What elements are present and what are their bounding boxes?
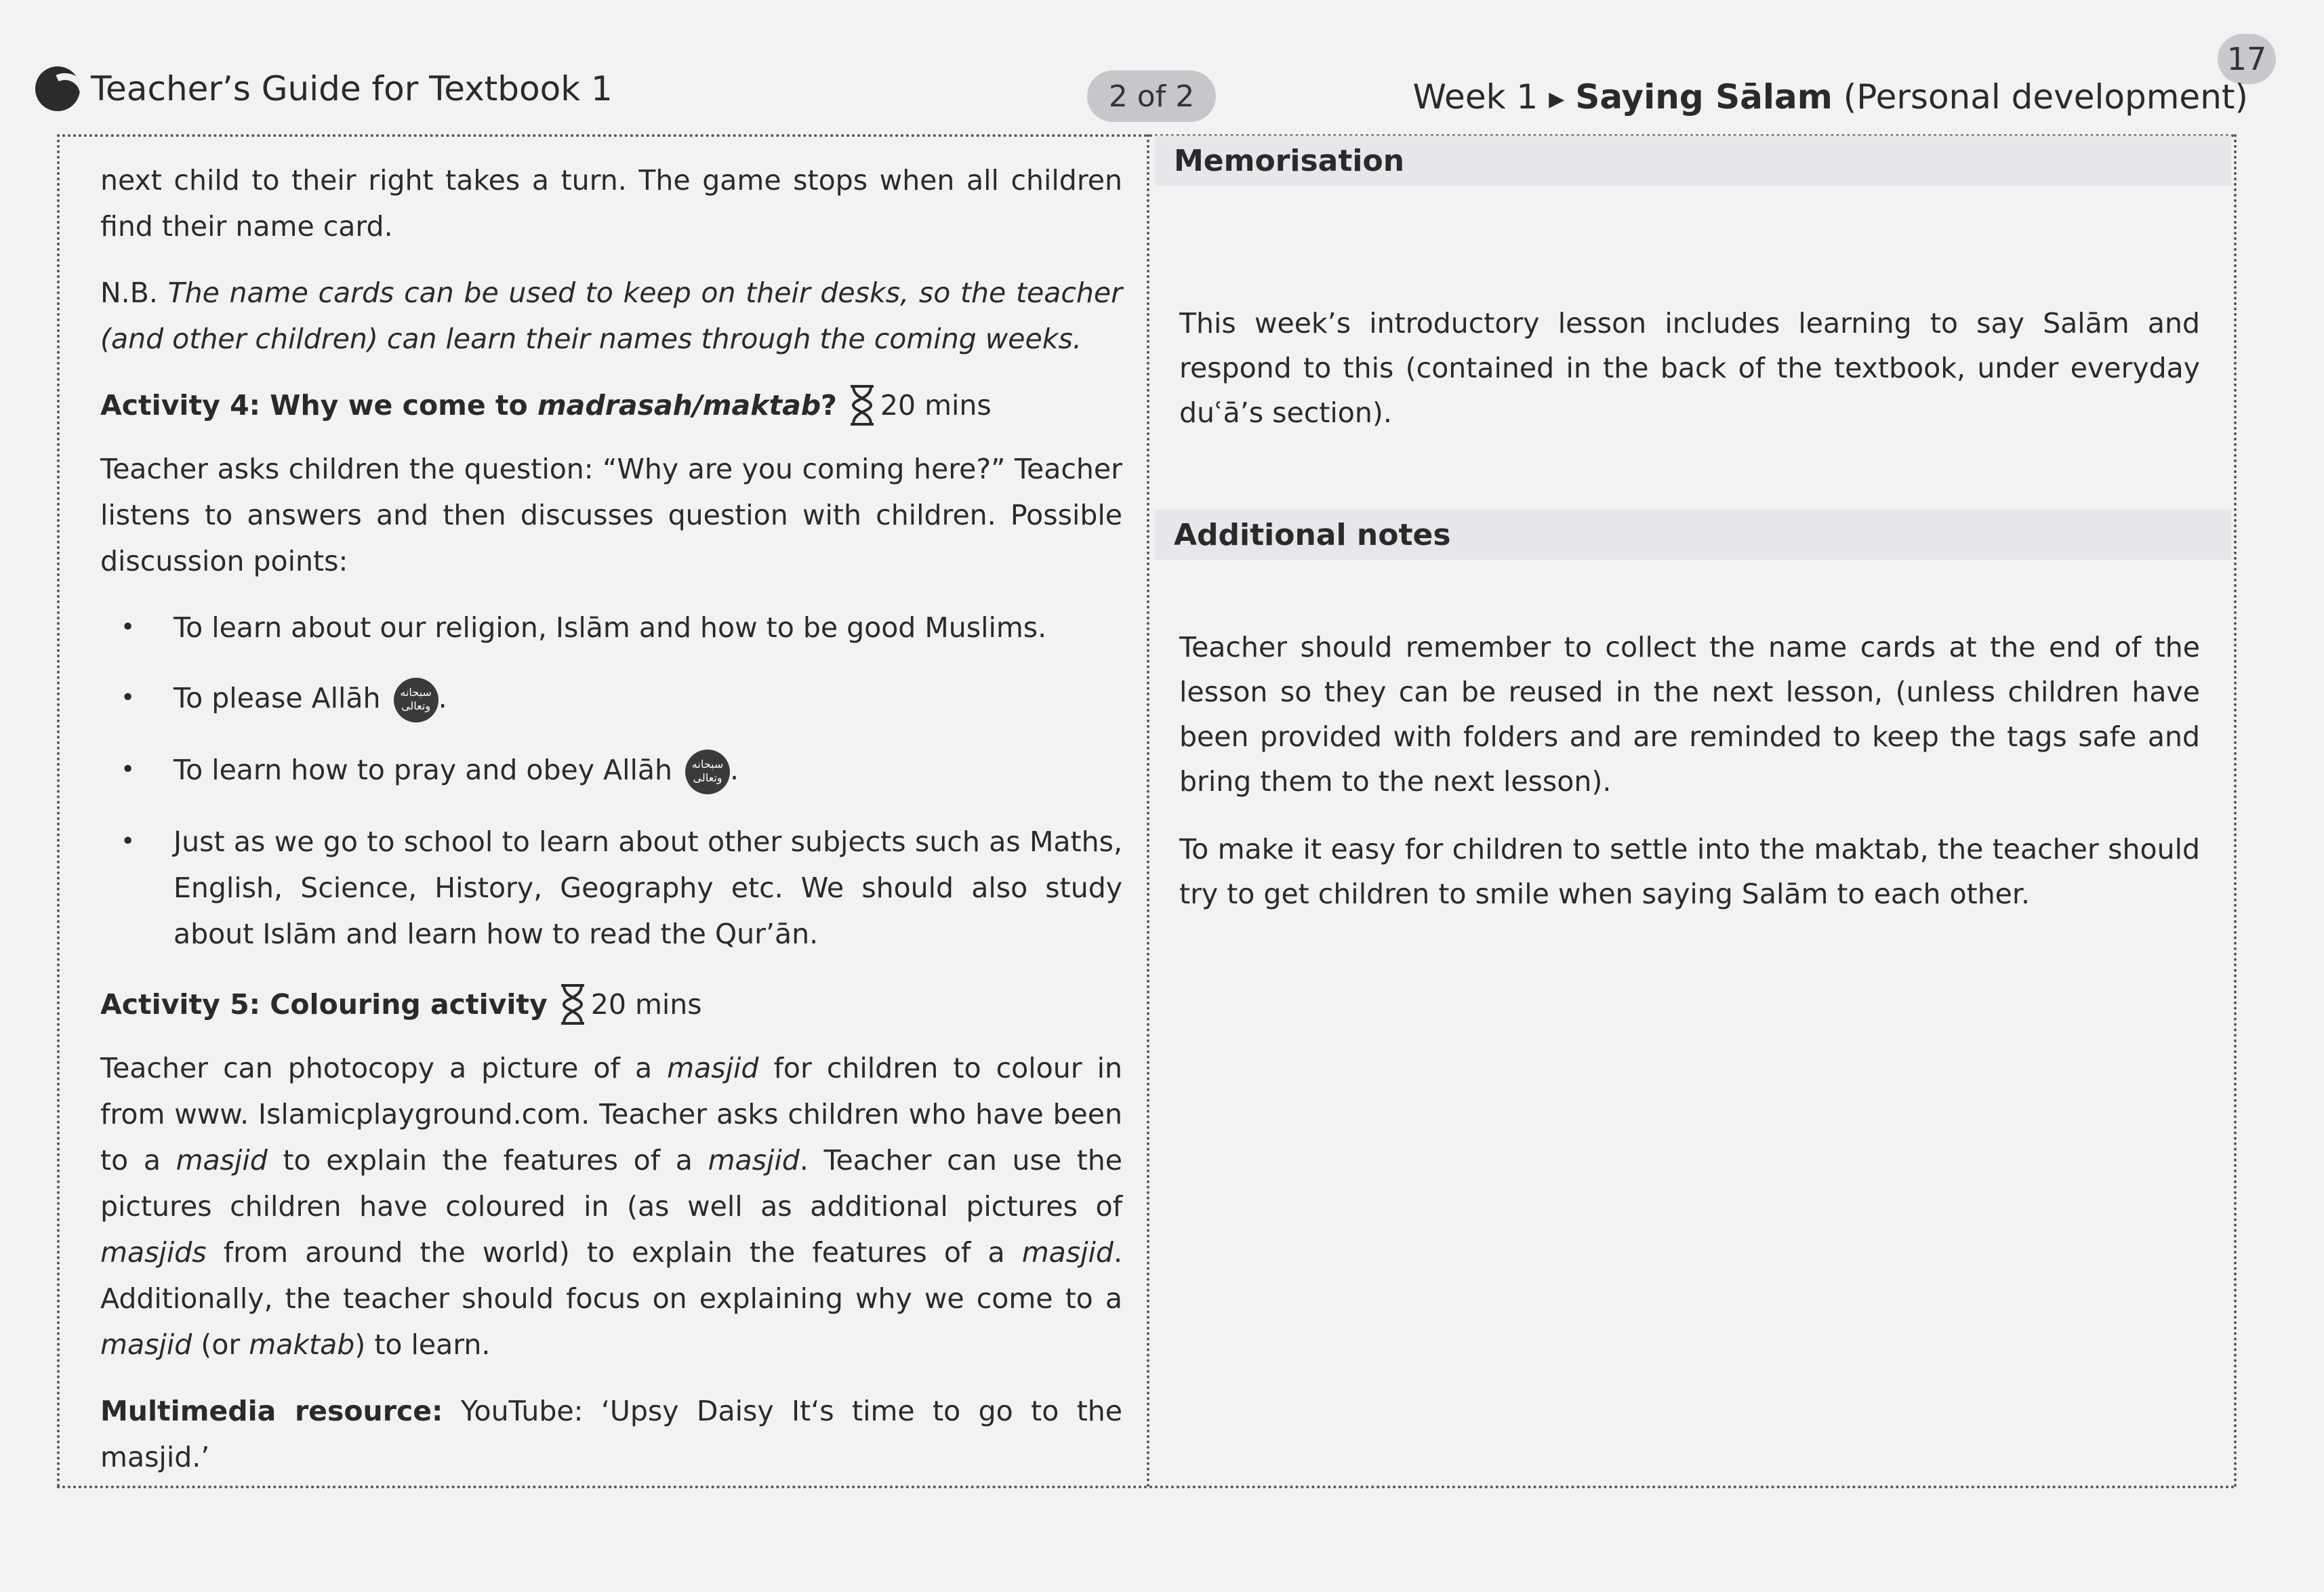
multimedia-label: Multimedia resource:	[100, 1395, 443, 1427]
page-number: 17	[2218, 34, 2276, 84]
emphasis-term: masjid	[667, 1052, 759, 1084]
text-run: to explain the features of a	[267, 1144, 708, 1177]
text-run: for children to colour in from www. Islamicplayground.com. Teacher asks children who have been to a	[100, 1052, 1122, 1177]
multimedia-text: YouTube: ‘Upsy Daisy It‘s time to go to the masjid.’	[100, 1395, 1122, 1473]
activity5-body	[100, 1045, 1122, 1368]
honorific-seal-icon: سبحانه وتعالى	[394, 678, 439, 722]
activity5-title: Activity 5: Colouring activity	[100, 988, 548, 1021]
point-text: To please Allāh	[174, 682, 381, 714]
hourglass-icon	[557, 983, 588, 1025]
honorific-seal-icon: سبحانه وتعالى	[685, 750, 730, 794]
text-run: ) to learn.	[354, 1328, 491, 1361]
memorisation-heading: Memorisation	[1155, 136, 2231, 186]
nb-label: N.B.	[100, 277, 158, 309]
text-run: Teacher can photocopy a picture of a	[100, 1052, 668, 1084]
list-item: • To please Allāh سبحانه وتعالى .	[100, 675, 1122, 722]
right-column	[1155, 136, 2231, 916]
point-text: To learn about our religion, Islām and how to be good Muslims.	[174, 611, 1047, 644]
text-run: . Teacher can use the pictures children have coloured in (as well as additional pictures of	[100, 1144, 1122, 1223]
memorisation-text: This week’s introductory lesson includes learning to say Salām and respond to this (contained in the back of the textbook, under everyday duʿā’s section).	[1179, 307, 2200, 429]
activity4-heading	[100, 382, 1122, 428]
chevron-right-icon: ▶	[1549, 87, 1565, 111]
guide-title: Teacher’s Guide for Textbook 1	[91, 69, 613, 108]
column-divider	[1147, 134, 1149, 1488]
activity5-duration: 20 mins	[590, 988, 702, 1021]
notes-paragraph: To make it easy for children to settle into the maktab, the teacher should try to get children to smile when saying Salām to each other.	[1179, 833, 2200, 910]
continuation-paragraph: next child to their right takes a turn. The game stops when all children find their name card.	[100, 164, 1122, 243]
breadcrumb-topic: Saying Sālam	[1575, 77, 1833, 117]
activity5-heading	[100, 981, 1122, 1027]
emphasis-term: masjid	[176, 1144, 268, 1177]
breadcrumb	[1413, 77, 2248, 117]
text-run: from around the world) to explain the features of a	[206, 1236, 1022, 1269]
activity4-duration: 20 mins	[880, 389, 992, 422]
hourglass-icon	[847, 384, 878, 426]
emphasis-term: masjid	[1021, 1236, 1114, 1269]
activity4-intro: Teacher asks children the question: “Why are you coming here?” Teacher listens to answers and then discusses question with children. Possible discussion points:	[100, 453, 1122, 577]
list-item	[100, 605, 1122, 651]
point-text: To learn how to pray and obey Allāh	[174, 754, 672, 786]
activity4-title-emphasis: madrasah/maktab	[537, 389, 821, 422]
emphasis-term: masjid	[708, 1144, 800, 1177]
text-run: (or	[192, 1328, 249, 1361]
emphasis-term: masjids	[100, 1236, 207, 1269]
additional-notes-heading: Additional notes	[1155, 510, 2231, 560]
emphasis-term: masjid	[100, 1328, 192, 1361]
breadcrumb-week: Week 1	[1412, 77, 1538, 117]
breadcrumb-category: (Personal development)	[1843, 77, 2248, 117]
left-column	[100, 157, 1122, 1501]
list-item	[100, 819, 1122, 957]
point-text: Just as we go to school to learn about other subjects such as Maths, English, Science, History, Geography etc. We should also study about Islām and learn how to read the Qur’ān.	[174, 825, 1122, 950]
part-indicator-badge: 2 of 2	[1087, 70, 1216, 122]
discussion-points-list	[100, 605, 1122, 957]
nb-paragraph	[100, 270, 1122, 362]
notes-paragraph: Teacher should remember to collect the name cards at the end of the lesson so they can be reused in the next lesson, (unless children have been provided with folders and are reminded to keep the tags safe and bring them to the next lesson).	[1179, 631, 2200, 798]
multimedia-resource	[100, 1388, 1122, 1480]
nb-text: The name cards can be used to keep on their desks, so the teacher (and other children) can learn their names through the coming weeks.	[100, 277, 1122, 355]
activity4-title-prefix: Activity 4: Why we come to	[100, 389, 537, 422]
list-item: • To learn how to pray and obey Allāh سبحانه وتعالى .	[100, 747, 1122, 794]
activity4-title-suffix: ?	[821, 389, 837, 422]
emphasis-term: maktab	[249, 1328, 355, 1361]
text-run: . Additionally, the teacher should focus on explaining why we come to a	[100, 1236, 1122, 1315]
publisher-logo-icon	[35, 66, 80, 111]
